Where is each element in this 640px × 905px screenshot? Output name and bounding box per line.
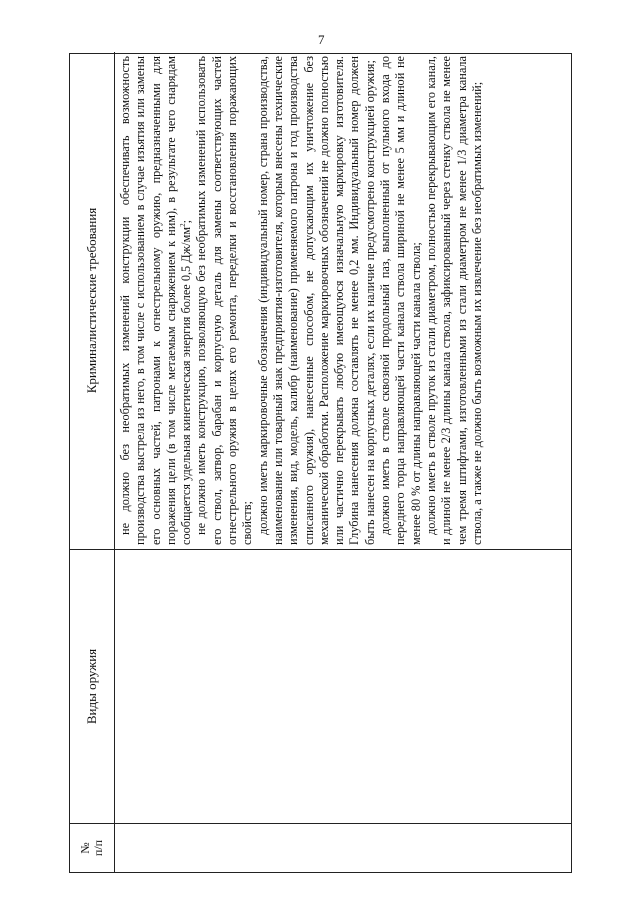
header-weapon-types: Виды оружия (70, 550, 114, 824)
requirement-paragraph: должно иметь маркировочные обозначения (индивидуальный номер, страна производства, наименование или товарный знак предприятия-изготовителя, которым внесены технические изменения, вид, модель, калибр (наименование) применяемого патрона и год производства списанного оружия), нанесенные способом, не допускающим их уничтожение без механической обработки. Расположение маркировочных обозначений не должно полностью или частично перекрывать любую имеющуюся изначальную маркировку изготовителя. Глубина нанесения должна составлять не менее 0,2 мм. Индивидуальный номер должен быть нанесен на корпусных деталях, если их наличие предусмотрено конструкцией оружия; (255, 56, 377, 545)
requirement-paragraph (118, 56, 194, 545)
row-weapon-type-cell (114, 550, 571, 824)
row-number-cell (114, 824, 571, 872)
header-requirements: Криминалистические требования (70, 52, 114, 550)
page-number: 7 (318, 32, 325, 47)
requirement-text: не должно без необратимых изменений конструкции обеспечивать возможность производства выстрела из него, в том числе с использованием в случае изъятия или замены его основных частей, патронами к огнестрельному оружию, предназначенными для поражения цели (в том числе метаемым снаряжением к ним), в результате чего снарядам сообщается удельная кинетическая энергия более 0,5 Дж/мм (118, 56, 194, 545)
header-number-cell (70, 824, 114, 872)
requirement-paragraph: должно иметь в стволе сквозной продольный паз, выполненный от пульного входа до переднего торца направляющей части канала ствола шириной не менее 5 мм и длиной не менее 80 % от длины направляющей части канала ствола; (378, 56, 423, 545)
superscript-exponent: 2 (179, 223, 188, 227)
requirement-paragraph: должно иметь в стволе пруток из стали диаметром, полностью перекрывающим его канал, и длиной не менее 2/3 длины канала ствола, зафиксированный через стенку ствола не менее чем тремя штифтами, изготовленными из стали диаметром не менее 1/3 диаметра канала ствола, а также не должно быть возможным их извлечение без необратимых изменений; (423, 56, 484, 545)
header-number-symbol: № (78, 842, 92, 854)
header-number-abbr: п/п (91, 839, 105, 857)
requirements-table (69, 53, 572, 873)
requirement-paragraph: не должно иметь конструкцию, позволяющую без необратимых изменений использовать его ствол, затвор, барабан и корпусную деталь для замены соответствующих частей огнестрельного оружия в целях его ремонта, переделки и восстановления поражающих свойств; (194, 56, 255, 545)
requirement-tail: ; (179, 219, 194, 224)
row-requirements-cell (114, 52, 571, 550)
